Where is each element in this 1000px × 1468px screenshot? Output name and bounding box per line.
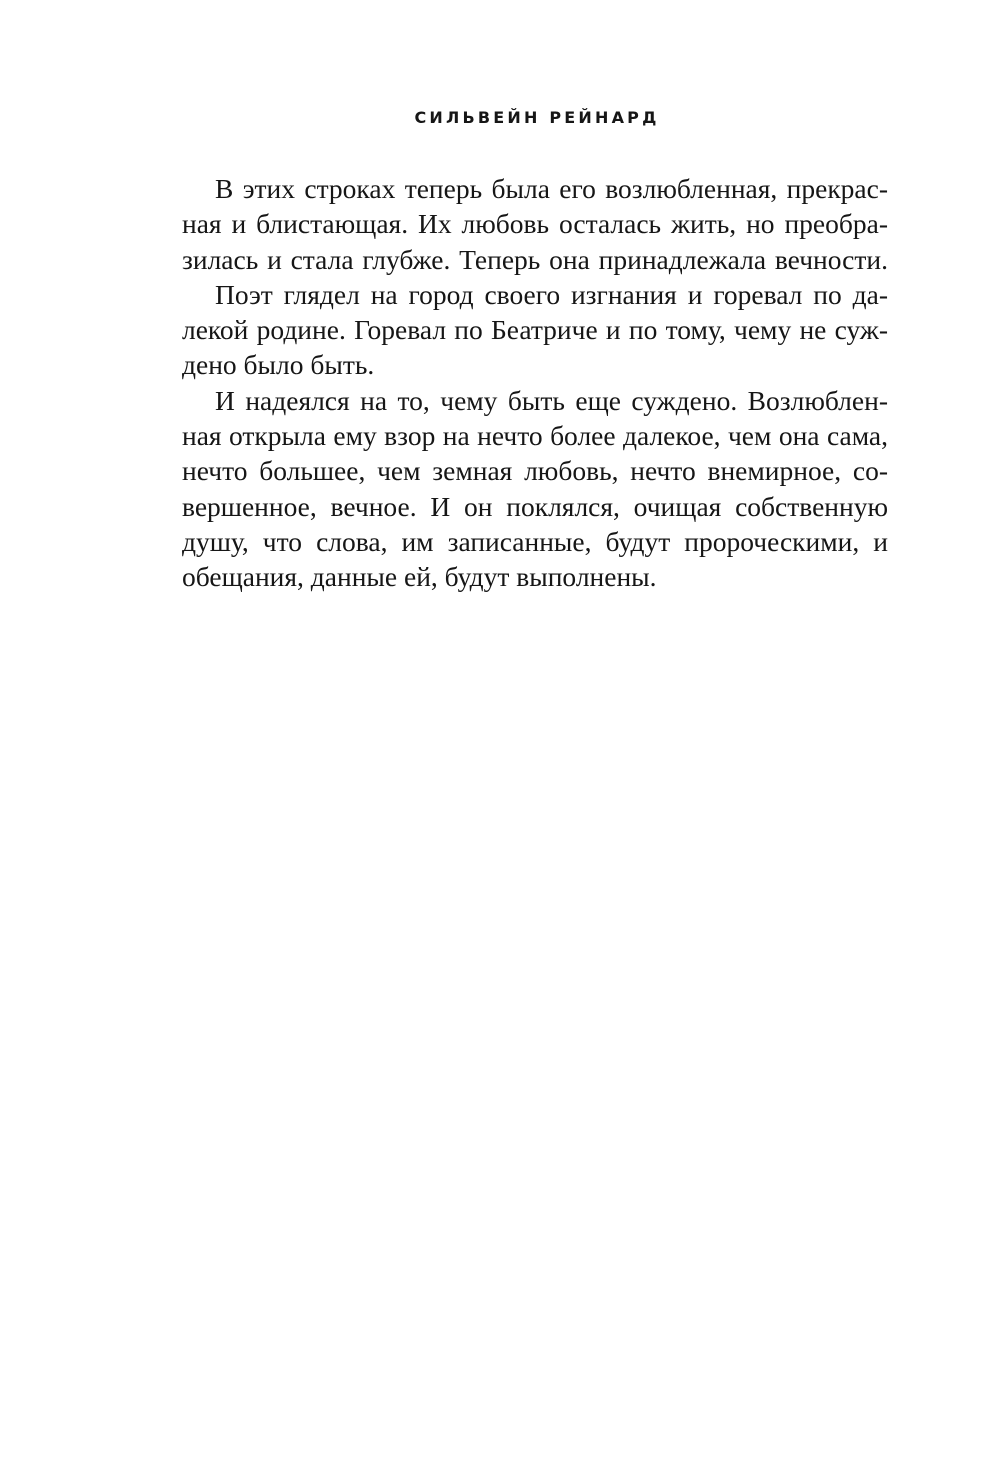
paragraph-1 (182, 171, 888, 277)
text-line: лекой родине. Горевал по Беатриче и по тому, чему не суж- (182, 314, 888, 346)
running-head: СИЛЬВЕЙН РЕЙНАРД (414, 108, 660, 127)
text-line: обещания, данные ей, будут выполнены. (182, 561, 657, 593)
text-line: В этих строках теперь была его возлюбленная, прекрас- (215, 173, 888, 204)
text-line: И надеялся на то, чему быть еще суждено. Возлюблен- (215, 384, 888, 416)
text-line: ная и блистающая. Их любовь осталась жить, но преобра- (182, 208, 888, 240)
text-line: нечто большее, чем земная любовь, нечто внемирное, со- (182, 455, 888, 487)
text-line: вершенное, вечное. И он поклялся, очищая собственную (182, 490, 888, 522)
text-line: зилась и стала глубже. Теперь она принадлежала вечности. (182, 243, 888, 275)
text-line: душу, что слова, им записанные, будут пророческими, и (182, 525, 888, 557)
paragraph-2 (182, 277, 888, 383)
text-line: дено было быть. (182, 349, 375, 381)
body-text (182, 171, 888, 595)
text-line: Поэт глядел на город своего изгнания и горевал по да- (215, 278, 888, 310)
text-line: ная открыла ему взор на нечто более далекое, чем она сама, (182, 420, 888, 452)
paragraph-3 (182, 383, 888, 595)
